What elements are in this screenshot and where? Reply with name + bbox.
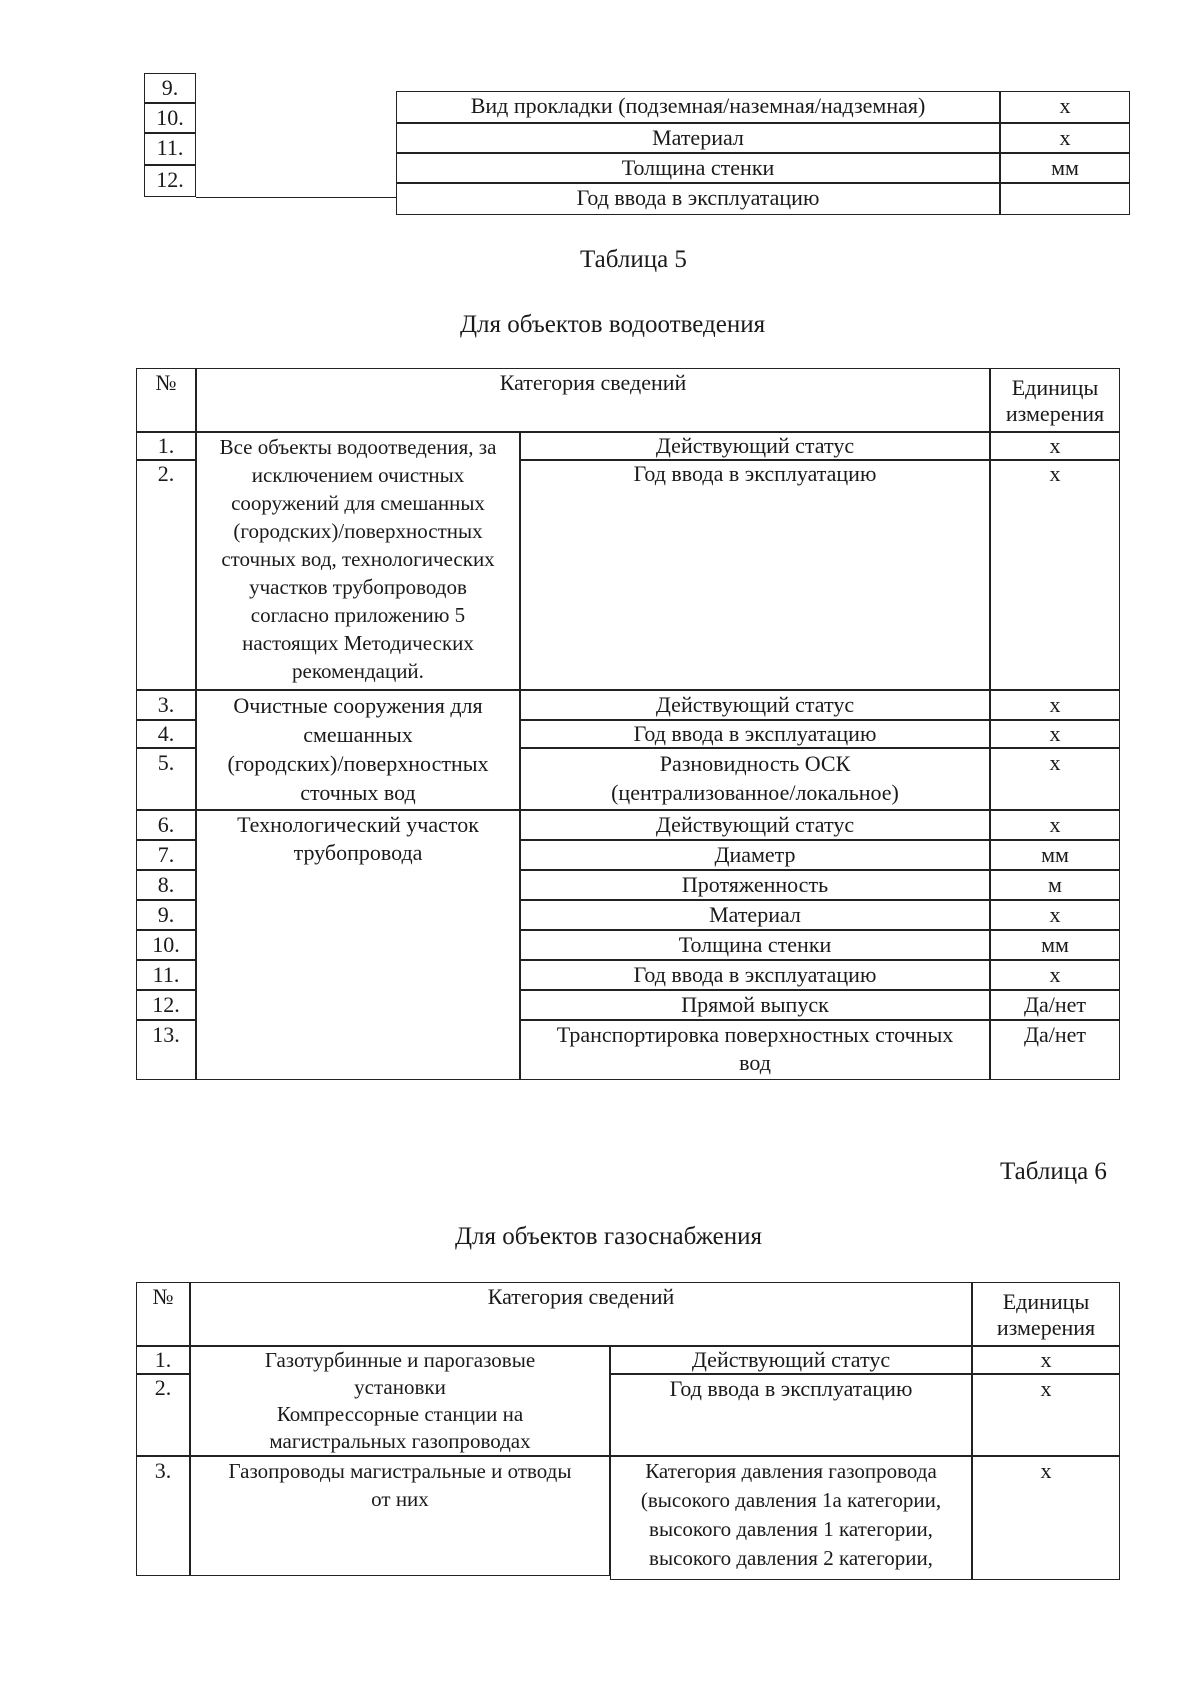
table-row-unit: х: [972, 1374, 1120, 1456]
table-row-unit: мм: [990, 930, 1120, 960]
table-group-cell: Очистные сооружения для смешанных (городских)/поверхностных сточных вод: [196, 690, 520, 810]
table-header-category: Категория сведений: [196, 368, 990, 432]
table-row-info: Действующий статус: [520, 810, 990, 840]
table-header-category: Категория сведений: [190, 1282, 972, 1346]
table-header-unit: Единицы измерения: [990, 368, 1120, 432]
table-row-info: Разновидность ОСК (централизованное/локальное): [520, 748, 990, 810]
table-row-info: Диаметр: [520, 840, 990, 870]
table-row-num: 2.: [136, 460, 196, 690]
table-row-num: 5.: [136, 748, 196, 810]
table-row-info: Протяженность: [520, 870, 990, 900]
table-row-unit: х: [1000, 91, 1130, 123]
table-row-num: 9.: [136, 900, 196, 930]
table-row-num: 12.: [136, 990, 196, 1020]
table-row-info: Действующий статус: [520, 432, 990, 460]
table-row-num: 12.: [144, 165, 196, 197]
table-group-cell: Все объекты водоотведения, за исключением очистных сооружений для смешанных (городских)/поверхностных сточных вод, технологических участков трубопроводов согласно приложению 5 настоящих Методических рекомендаций.: [196, 432, 520, 690]
table-row-unit: х: [990, 810, 1120, 840]
table-row-num: 9.: [144, 73, 196, 103]
table-row-info: Год ввода в эксплуатацию: [520, 460, 990, 690]
table-row-unit: х: [990, 720, 1120, 748]
table-row-unit: х: [990, 690, 1120, 720]
table-row-unit: х: [990, 432, 1120, 460]
table-row-num: 10.: [136, 930, 196, 960]
table-row-num: 3.: [136, 1456, 190, 1576]
table-row-info: Материал: [396, 123, 1000, 153]
table-row-num: 6.: [136, 810, 196, 840]
table-row-num: 13.: [136, 1020, 196, 1080]
table-row-info: Год ввода в эксплуатацию: [396, 183, 1000, 215]
table-row-num: 3.: [136, 690, 196, 720]
table-row-info: Прямой выпуск: [520, 990, 990, 1020]
table-row-unit: х: [990, 900, 1120, 930]
table-row-num: 4.: [136, 720, 196, 748]
table-row-info: Год ввода в эксплуатацию: [610, 1374, 972, 1456]
table-row-unit: мм: [1000, 153, 1130, 183]
table-row-num: 1.: [136, 432, 196, 460]
table-row-unit: х: [972, 1346, 1120, 1374]
table-row-unit: х: [972, 1456, 1120, 1580]
table-row-unit: Да/нет: [990, 1020, 1120, 1080]
table6-label: Таблица 6: [1000, 1158, 1107, 1185]
table-row-unit: х: [990, 748, 1120, 810]
table-row-num: 1.: [136, 1346, 190, 1374]
table-row-unit: м: [990, 870, 1120, 900]
table-row-info: Действующий статус: [520, 690, 990, 720]
table-header-num: №: [136, 1282, 190, 1346]
table-row-num: 7.: [136, 840, 196, 870]
table-row-info: Действующий статус: [610, 1346, 972, 1374]
table-row-info: Год ввода в эксплуатацию: [520, 960, 990, 990]
table-row-num: 10.: [144, 103, 196, 133]
table-row-unit: Да/нет: [990, 990, 1120, 1020]
table-group-cell: [196, 197, 396, 198]
table-row-info: Транспортировка поверхностных сточных вод: [520, 1020, 990, 1080]
table6-title: Для объектов газоснабжения: [455, 1223, 763, 1250]
table-row-unit: х: [990, 460, 1120, 690]
table-row-unit: мм: [990, 840, 1120, 870]
table5-title: Для объектов водоотведения: [460, 311, 766, 338]
table5-label: Таблица 5: [580, 246, 687, 273]
table-header-num: №: [136, 368, 196, 432]
table-row-unit: х: [990, 960, 1120, 990]
table-row-num: 2.: [136, 1374, 190, 1456]
table-row-num: 11.: [136, 960, 196, 990]
table-row-info: Год ввода в эксплуатацию: [520, 720, 990, 748]
table-row-info: Толщина стенки: [520, 930, 990, 960]
table-row-unit: х: [1000, 123, 1130, 153]
table-group-cell: Газопроводы магистральные и отводы от них: [190, 1456, 610, 1576]
table-row-unit: [1000, 183, 1130, 215]
table-row-info: Категория давления газопровода (высокого давления 1а категории, высокого давления 1 категории, высокого давления 2 категории,: [610, 1456, 972, 1580]
table-row-info: Вид прокладки (подземная/наземная/надземная): [396, 91, 1000, 123]
table-row-num: 11.: [144, 133, 196, 165]
table-row-info: Толщина стенки: [396, 153, 1000, 183]
table-row-info: Материал: [520, 900, 990, 930]
table-header-unit: Единицы измерения: [972, 1282, 1120, 1346]
table-row-num: 8.: [136, 870, 196, 900]
table-group-cell: Газотурбинные и парогазовые установки Компрессорные станции на магистральных газопроводах: [190, 1346, 610, 1456]
table-group-cell: Технологический участок трубопровода: [196, 810, 520, 1080]
